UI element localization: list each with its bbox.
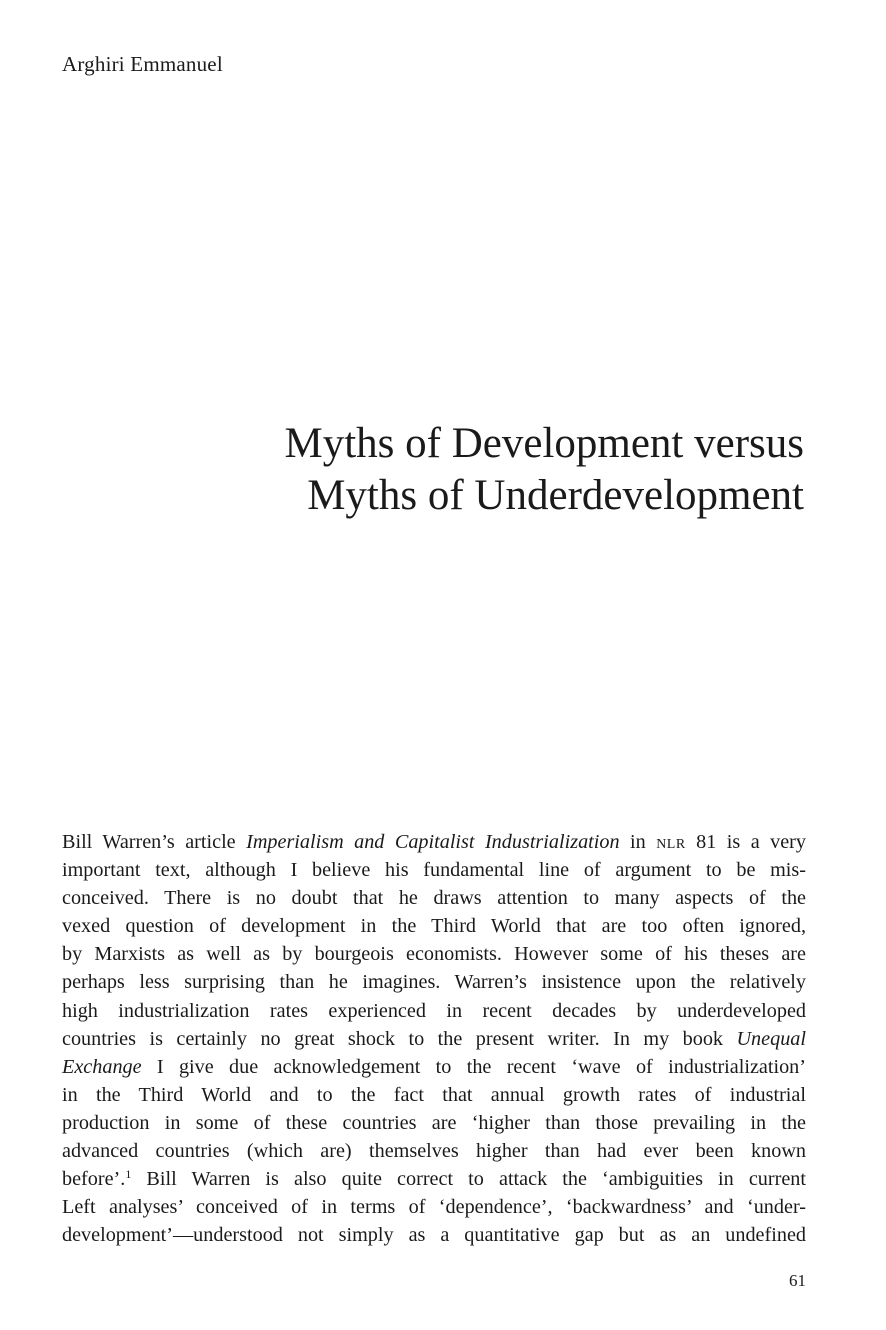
body-line: conceived. There is no doubt that he draws attention to many aspects of the [62,887,806,910]
body-line: advanced countries (which are) themselves higher than had ever been known [62,1140,806,1163]
body-line: by Marxists as well as by bourgeois economists. However some of his theses are [62,943,806,966]
body-line: production in some of these countries are ‘higher than those prevailing in the [62,1111,806,1134]
author-name: Arghiri Emmanuel [62,52,223,76]
body-line: Exchange I give due acknowledgement to the recent ‘wave of industrialization’ [62,1055,806,1078]
page-number: 61 [789,1271,806,1290]
body-line: Bill Warren’s article Imperialism and Capitalist Industrialization in nlr 81 is a very [62,831,807,853]
title-line-2: Myths of Underdevelopment [307,472,804,519]
body-line: high industrialization rates experienced in recent decades by underdeveloped [62,999,806,1022]
body-line: in the Third World and to the fact that annual growth rates of industrial [62,1083,806,1106]
body-line: Left analyses’ conceived of in terms of ‘dependence’, ‘backwardness’ and ‘under- [62,1196,806,1219]
body-line: important text, although I believe his fundamental line of argument to be mis- [62,859,806,882]
body-line: countries is certainly no great shock to the present writer. In my book Unequal [62,1027,806,1050]
body-line: before’.$^1$ Bill Warren is also quite correct to attack the ‘ambiguities in current [62,1167,806,1191]
body-line: vexed question of development in the Third World that are too often ignored, [62,915,806,938]
body-line: development’—understood not simply as a quantitative gap but as an undefined [62,1224,806,1247]
body-line: perhaps less surprising than he imagines. Warren’s insistence upon the relatively [62,971,806,994]
article-body [62,828,806,1249]
article-title [104,418,804,522]
title-line-1: Myths of Development versus [284,420,804,467]
footnote-marker[interactable]: 1 [125,1167,132,1182]
